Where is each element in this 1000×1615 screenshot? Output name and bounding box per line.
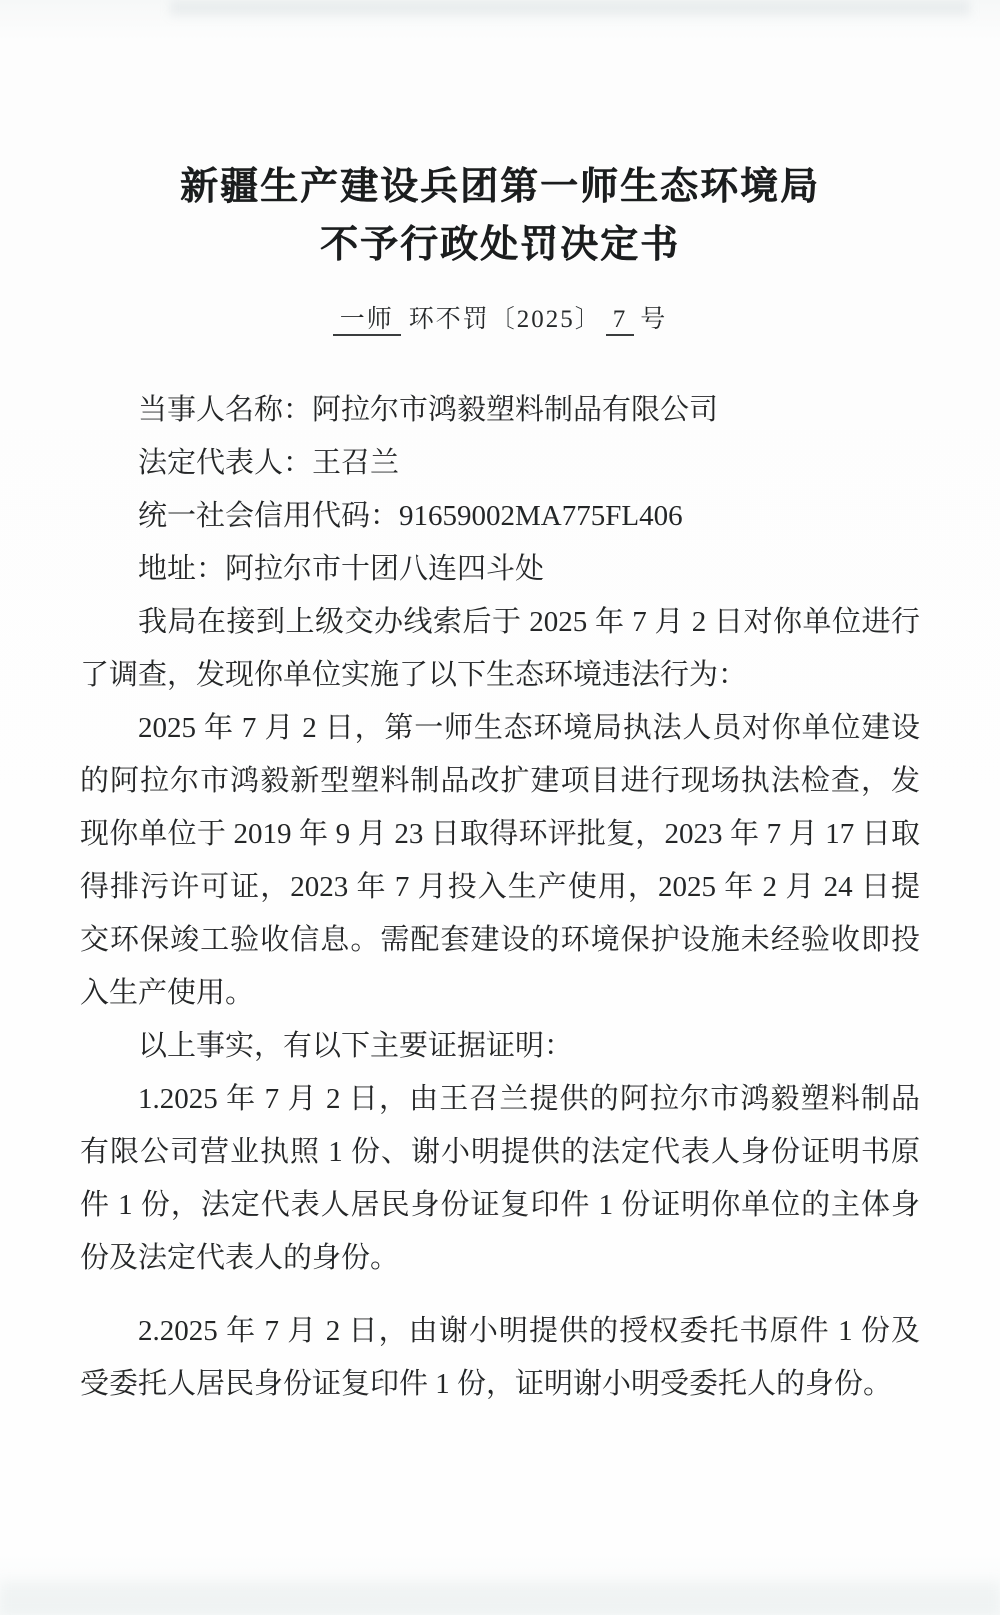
document-number-suffix: 号 bbox=[640, 306, 668, 333]
credit-code-line: 统一社会信用代码：91659002MA775FL406 bbox=[138, 500, 683, 532]
scan-artifact-top bbox=[170, 0, 970, 16]
investigation-intro-paragraph: 我局在接到上级交办线索后于 2025 年 7 月 2 日对你单位进行了调查，发现你单位实施了以下生态环境违法行为： bbox=[80, 606, 920, 691]
document-title-line2: 不予行政处罚决定书 bbox=[319, 224, 680, 266]
document-number-issuer: 一师 bbox=[333, 306, 401, 336]
document-number-value: 7 bbox=[606, 306, 635, 336]
document-content bbox=[80, 158, 920, 1411]
legal-representative-line: 法定代表人：王召兰 bbox=[138, 447, 400, 479]
scan-artifact-bottom bbox=[0, 1581, 1000, 1615]
evidence-intro-paragraph: 以上事实，有以下主要证据证明： bbox=[138, 1030, 574, 1062]
document-body bbox=[80, 384, 920, 1411]
inspection-findings-paragraph: 2025 年 7 月 2 日，第一师生态环境局执法人员对你单位建设的阿拉尔市鸿毅新型塑料制品改扩建项目进行现场执法检查，发现你单位于 2019 年 9 月 23 日取得环评批复，2023 年 7 月 17 日取得排污许可证，2023 年 7 月投入生产使用，2025 年 2 月 24 日提交环保竣工验收信息。需配套建设的环境保护设施未经验收即投入生产使用。 bbox=[80, 712, 920, 1009]
document-number-line bbox=[80, 302, 920, 338]
evidence-item-2-paragraph: 2.2025 年 7 月 2 日，由谢小明提供的授权委托书原件 1 份及受委托人居民身份证复印件 1 份，证明谢小明受委托人的身份。 bbox=[80, 1315, 920, 1400]
party-name-line: 当事人名称：阿拉尔市鸿毅塑料制品有限公司 bbox=[138, 394, 719, 426]
document-number-middle: 环不罚〔2025〕 bbox=[408, 306, 602, 333]
document-title-line1: 新疆生产建设兵团第一师生态环境局 bbox=[179, 166, 820, 208]
address-line: 地址：阿拉尔市十团八连四斗处 bbox=[138, 553, 545, 585]
evidence-item-1-paragraph: 1.2025 年 7 月 2 日，由王召兰提供的阿拉尔市鸿毅塑料制品有限公司营业执照 1 份、谢小明提供的法定代表人身份证明书原件 1 份，法定代表人居民身份证复印件 1 份证明你单位的主体身份及法定代表人的身份。 bbox=[80, 1083, 920, 1274]
